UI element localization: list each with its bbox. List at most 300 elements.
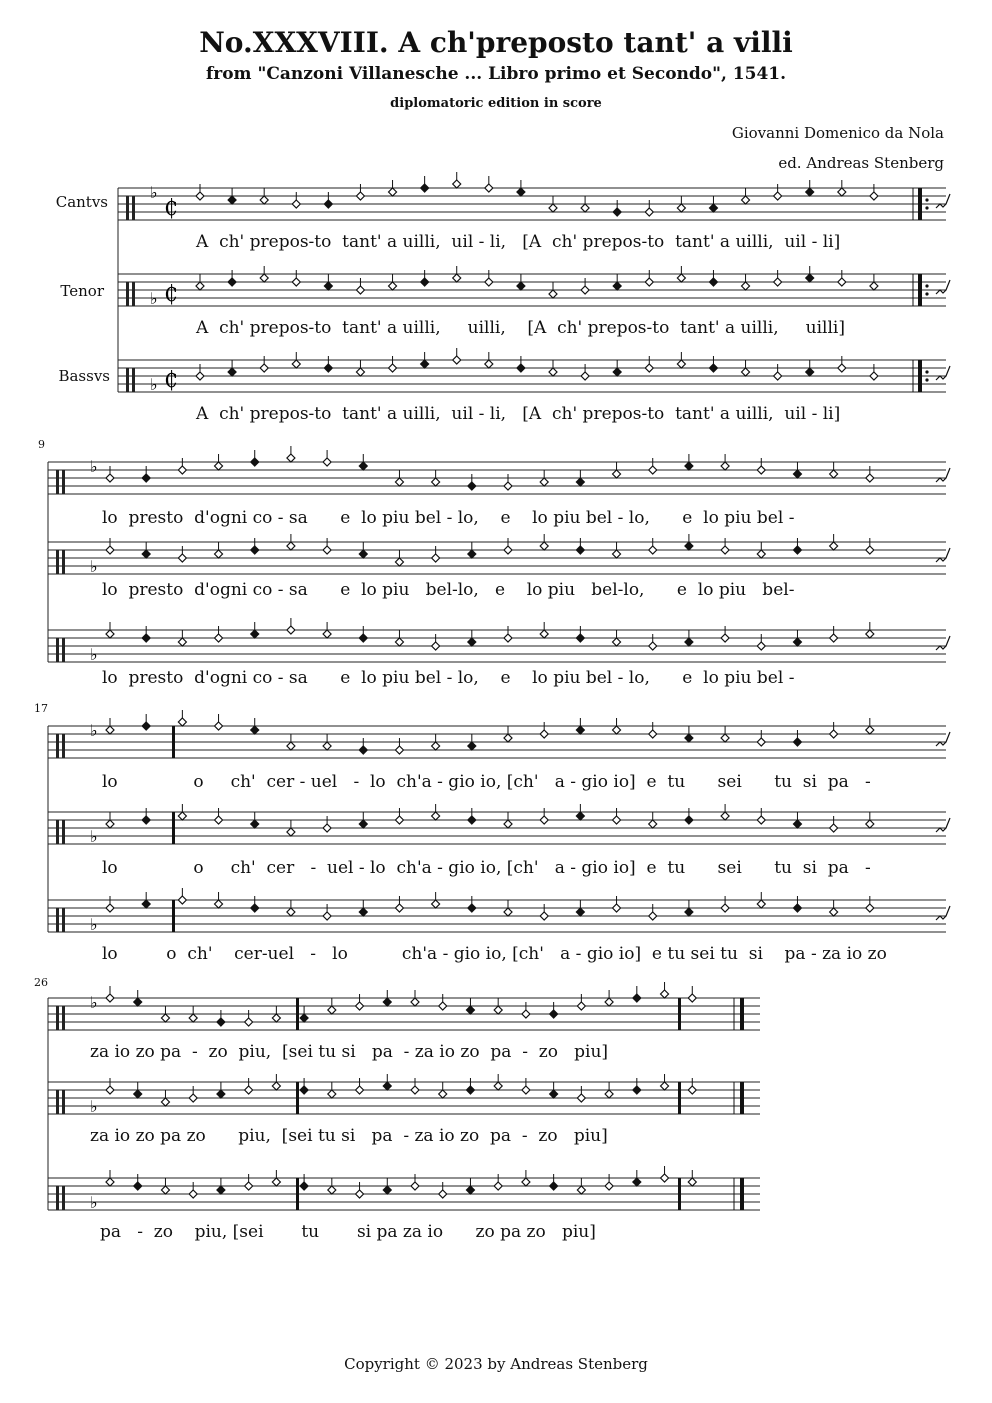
note-icon bbox=[356, 1002, 364, 1010]
note-icon bbox=[830, 730, 838, 738]
flat-icon: ♭ bbox=[90, 457, 98, 476]
note-icon bbox=[468, 550, 476, 558]
note-icon bbox=[576, 812, 584, 820]
note-icon bbox=[721, 546, 729, 554]
note-icon bbox=[485, 278, 493, 286]
note-icon bbox=[468, 482, 476, 490]
note-icon bbox=[287, 742, 295, 750]
score-title: No.XXXVIII. A ch'preposto tant' a villi bbox=[199, 26, 793, 59]
note-icon bbox=[830, 542, 838, 550]
note-icon bbox=[540, 630, 548, 638]
note-icon bbox=[323, 546, 331, 554]
repeat-dot bbox=[925, 378, 928, 381]
note-icon bbox=[793, 738, 801, 746]
note-icon bbox=[709, 204, 717, 212]
note-icon bbox=[866, 630, 874, 638]
note-icon bbox=[793, 820, 801, 828]
edition-note: diplomatoric edition in score bbox=[390, 96, 602, 111]
note-icon bbox=[649, 912, 657, 920]
note-icon bbox=[721, 812, 729, 820]
c-clef-icon bbox=[56, 1186, 59, 1210]
note-icon bbox=[251, 630, 259, 638]
note-icon bbox=[661, 1174, 669, 1182]
note-icon bbox=[605, 1182, 613, 1190]
note-icon bbox=[196, 192, 204, 200]
note-icon bbox=[292, 360, 300, 368]
note-icon bbox=[549, 368, 557, 376]
barline bbox=[296, 1178, 299, 1210]
note-icon bbox=[649, 820, 657, 828]
voice-label-cantus: Cantvs bbox=[55, 193, 108, 211]
barline bbox=[678, 998, 681, 1030]
note-icon bbox=[830, 908, 838, 916]
note-icon bbox=[576, 908, 584, 916]
note-icon bbox=[550, 1090, 558, 1098]
lyrics-tenor: za io zo pa zo piu, [sei tu si pa - za io zo pa - zo piu] bbox=[90, 1126, 608, 1146]
note-icon bbox=[251, 546, 259, 554]
final-barline bbox=[740, 1178, 744, 1210]
note-icon bbox=[383, 1082, 391, 1090]
note-icon bbox=[517, 282, 525, 290]
note-icon bbox=[661, 990, 669, 998]
lyrics-cantus: za io zo pa - zo piu, [sei tu si pa - za io zo pa - zo piu] bbox=[90, 1042, 609, 1062]
note-icon bbox=[494, 1182, 502, 1190]
note-icon bbox=[685, 734, 693, 742]
note-icon bbox=[324, 200, 332, 208]
note-icon bbox=[432, 554, 440, 562]
note-icon bbox=[359, 746, 367, 754]
note-icon bbox=[806, 368, 814, 376]
note-icon bbox=[328, 1006, 336, 1014]
note-icon bbox=[721, 634, 729, 642]
note-icon bbox=[504, 734, 512, 742]
flat-icon: ♭ bbox=[90, 557, 98, 576]
note-icon bbox=[645, 364, 653, 372]
note-icon bbox=[576, 634, 584, 642]
note-icon bbox=[757, 466, 765, 474]
note-icon bbox=[106, 904, 114, 912]
note-icon bbox=[245, 1086, 253, 1094]
note-icon bbox=[395, 816, 403, 824]
final-barline bbox=[740, 998, 744, 1030]
note-icon bbox=[395, 904, 403, 912]
note-icon bbox=[806, 274, 814, 282]
note-icon bbox=[838, 278, 846, 286]
barline bbox=[678, 1178, 681, 1210]
note-icon bbox=[685, 638, 693, 646]
c-clef-icon bbox=[62, 470, 65, 494]
flat-icon: ♭ bbox=[150, 183, 158, 202]
copyright: Copyright © 2023 by Andreas Stenberg bbox=[344, 1355, 648, 1373]
note-icon bbox=[300, 1182, 308, 1190]
note-icon bbox=[742, 196, 750, 204]
note-icon bbox=[576, 546, 584, 554]
repeat-dot bbox=[925, 284, 928, 287]
note-icon bbox=[228, 278, 236, 286]
barline bbox=[296, 998, 299, 1030]
note-icon bbox=[677, 274, 685, 282]
note-icon bbox=[549, 290, 557, 298]
c-clef-icon bbox=[126, 282, 129, 306]
note-icon bbox=[757, 738, 765, 746]
final-barline bbox=[740, 1082, 744, 1114]
note-icon bbox=[217, 1018, 225, 1026]
note-icon bbox=[649, 466, 657, 474]
note-icon bbox=[468, 816, 476, 824]
lyrics-bassus: A ch' prepos-to tant' a uilli, uil - li, [A ch' prepos-to tant' a uilli, uil - li] bbox=[196, 404, 841, 424]
lyrics-bassus: lo o ch' cer-uel - lo ch'a - gio io, [ch' a - gio io] e tu sei tu si pa - za io zo bbox=[102, 944, 887, 964]
note-icon bbox=[793, 638, 801, 646]
note-icon bbox=[581, 372, 589, 380]
note-icon bbox=[395, 638, 403, 646]
note-icon bbox=[356, 286, 364, 294]
note-icon bbox=[721, 462, 729, 470]
barline bbox=[172, 726, 175, 758]
note-icon bbox=[613, 726, 621, 734]
barline bbox=[172, 900, 175, 932]
note-icon bbox=[688, 994, 696, 1002]
note-icon bbox=[323, 824, 331, 832]
note-icon bbox=[774, 192, 782, 200]
barline bbox=[678, 1082, 681, 1114]
note-icon bbox=[134, 1182, 142, 1190]
flat-icon: ♭ bbox=[90, 1193, 98, 1212]
note-icon bbox=[260, 274, 268, 282]
note-icon bbox=[540, 478, 548, 486]
note-icon bbox=[866, 820, 874, 828]
note-icon bbox=[189, 1014, 197, 1022]
note-icon bbox=[468, 904, 476, 912]
note-icon bbox=[389, 188, 397, 196]
note-icon bbox=[661, 1082, 669, 1090]
c-clef-icon bbox=[62, 1186, 65, 1210]
flat-icon: ♭ bbox=[150, 375, 158, 394]
note-icon bbox=[260, 196, 268, 204]
note-icon bbox=[106, 726, 114, 734]
note-icon bbox=[645, 208, 653, 216]
repeat-barline bbox=[918, 188, 922, 220]
note-icon bbox=[395, 558, 403, 566]
note-icon bbox=[161, 1014, 169, 1022]
editor: ed. Andreas Stenberg bbox=[778, 154, 944, 172]
c-clef-icon bbox=[56, 638, 59, 662]
note-icon bbox=[709, 364, 717, 372]
c-clef-icon bbox=[62, 550, 65, 574]
note-icon bbox=[432, 812, 440, 820]
note-icon bbox=[272, 1014, 280, 1022]
note-icon bbox=[757, 816, 765, 824]
note-icon bbox=[142, 816, 150, 824]
note-icon bbox=[540, 730, 548, 738]
note-icon bbox=[494, 1006, 502, 1014]
note-icon bbox=[215, 634, 223, 642]
note-icon bbox=[215, 550, 223, 558]
lyrics-cantus: lo o ch' cer - uel - lo ch'a - gio io, [ch' a - gio io] e tu sei tu si pa - bbox=[102, 772, 871, 792]
note-icon bbox=[605, 1090, 613, 1098]
note-icon bbox=[287, 908, 295, 916]
note-icon bbox=[540, 542, 548, 550]
note-icon bbox=[504, 634, 512, 642]
note-icon bbox=[685, 542, 693, 550]
note-icon bbox=[866, 474, 874, 482]
note-icon bbox=[685, 462, 693, 470]
note-icon bbox=[323, 912, 331, 920]
c-clef-icon bbox=[56, 550, 59, 574]
note-icon bbox=[395, 478, 403, 486]
note-icon bbox=[395, 746, 403, 754]
note-icon bbox=[142, 900, 150, 908]
note-icon bbox=[649, 546, 657, 554]
repeat-barline bbox=[918, 274, 922, 306]
note-icon bbox=[178, 638, 186, 646]
note-icon bbox=[466, 1006, 474, 1014]
note-icon bbox=[504, 546, 512, 554]
note-icon bbox=[504, 820, 512, 828]
note-icon bbox=[485, 184, 493, 192]
note-icon bbox=[134, 1090, 142, 1098]
note-icon bbox=[106, 994, 114, 1002]
note-icon bbox=[215, 900, 223, 908]
note-icon bbox=[323, 458, 331, 466]
note-icon bbox=[287, 454, 295, 462]
note-icon bbox=[323, 742, 331, 750]
note-icon bbox=[830, 634, 838, 642]
note-icon bbox=[178, 718, 186, 726]
note-icon bbox=[793, 470, 801, 478]
note-icon bbox=[134, 998, 142, 1006]
note-icon bbox=[633, 994, 641, 1002]
c-clef-icon bbox=[56, 1090, 59, 1114]
note-icon bbox=[866, 546, 874, 554]
note-icon bbox=[466, 1186, 474, 1194]
flat-icon: ♭ bbox=[90, 1097, 98, 1116]
note-icon bbox=[613, 208, 621, 216]
note-icon bbox=[613, 282, 621, 290]
note-icon bbox=[356, 192, 364, 200]
note-icon bbox=[178, 466, 186, 474]
note-icon bbox=[217, 1090, 225, 1098]
note-icon bbox=[517, 364, 525, 372]
note-icon bbox=[581, 286, 589, 294]
note-icon bbox=[742, 282, 750, 290]
note-icon bbox=[540, 912, 548, 920]
flat-icon: ♭ bbox=[150, 289, 158, 308]
c-clef-icon bbox=[132, 368, 135, 392]
note-icon bbox=[677, 204, 685, 212]
note-icon bbox=[439, 1190, 447, 1198]
c-clef-icon bbox=[56, 1006, 59, 1030]
c-clef-icon bbox=[62, 734, 65, 758]
note-icon bbox=[870, 192, 878, 200]
note-icon bbox=[774, 278, 782, 286]
note-icon bbox=[613, 638, 621, 646]
note-icon bbox=[328, 1186, 336, 1194]
note-icon bbox=[468, 638, 476, 646]
note-icon bbox=[215, 722, 223, 730]
note-icon bbox=[757, 900, 765, 908]
time-signature-icon: ₵ bbox=[164, 196, 178, 221]
lyrics-tenor: A ch' prepos-to tant' a uilli, uilli, [A ch' prepos-to tant' a uilli, uilli] bbox=[196, 318, 845, 338]
lyrics-cantus: lo presto d'ogni co - sa e lo piu bel - lo, e lo piu bel - lo, e lo piu bel - bbox=[102, 508, 795, 528]
note-icon bbox=[323, 630, 331, 638]
note-icon bbox=[272, 1178, 280, 1186]
lyrics-bassus: pa - zo piu, [sei tu si pa za io zo pa zo piu] bbox=[100, 1222, 596, 1242]
c-clef-icon bbox=[62, 1006, 65, 1030]
note-icon bbox=[742, 368, 750, 376]
note-icon bbox=[178, 554, 186, 562]
measure-number: 17 bbox=[34, 702, 48, 715]
note-icon bbox=[453, 356, 461, 364]
note-icon bbox=[504, 482, 512, 490]
c-clef-icon bbox=[56, 470, 59, 494]
repeat-dot bbox=[925, 206, 928, 209]
c-clef-icon bbox=[132, 196, 135, 220]
note-icon bbox=[830, 824, 838, 832]
note-icon bbox=[613, 904, 621, 912]
note-icon bbox=[215, 462, 223, 470]
note-icon bbox=[389, 364, 397, 372]
note-icon bbox=[757, 642, 765, 650]
note-icon bbox=[439, 1002, 447, 1010]
voice-label-tenor: Tenor bbox=[60, 282, 104, 300]
note-icon bbox=[421, 360, 429, 368]
measure-number: 9 bbox=[38, 438, 45, 451]
score-subtitle: from "Canzoni Villanesche ... Libro primo et Secondo", 1541. bbox=[205, 64, 787, 84]
note-icon bbox=[161, 1098, 169, 1106]
time-signature-icon: ₵ bbox=[164, 368, 178, 393]
note-icon bbox=[359, 908, 367, 916]
note-icon bbox=[245, 1182, 253, 1190]
flat-icon: ♭ bbox=[90, 993, 98, 1012]
note-icon bbox=[359, 550, 367, 558]
note-icon bbox=[576, 478, 584, 486]
note-icon bbox=[287, 828, 295, 836]
note-icon bbox=[189, 1190, 197, 1198]
note-icon bbox=[577, 1094, 585, 1102]
note-icon bbox=[292, 200, 300, 208]
note-icon bbox=[292, 278, 300, 286]
flat-icon: ♭ bbox=[90, 915, 98, 934]
composer: Giovanni Domenico da Nola bbox=[731, 124, 944, 142]
note-icon bbox=[178, 896, 186, 904]
note-icon bbox=[328, 1090, 336, 1098]
note-icon bbox=[517, 188, 525, 196]
note-icon bbox=[838, 364, 846, 372]
note-icon bbox=[251, 820, 259, 828]
note-icon bbox=[613, 550, 621, 558]
note-icon bbox=[649, 730, 657, 738]
note-icon bbox=[106, 474, 114, 482]
note-icon bbox=[300, 1014, 308, 1022]
note-icon bbox=[421, 184, 429, 192]
note-icon bbox=[649, 642, 657, 650]
note-icon bbox=[613, 470, 621, 478]
note-icon bbox=[356, 1086, 364, 1094]
note-icon bbox=[142, 634, 150, 642]
note-icon bbox=[106, 820, 114, 828]
note-icon bbox=[468, 742, 476, 750]
voice-label-bassus: Bassvs bbox=[58, 367, 110, 385]
lyrics-bassus: lo presto d'ogni co - sa e lo piu bel - lo, e lo piu bel - lo, e lo piu bel - bbox=[102, 668, 795, 688]
note-icon bbox=[613, 368, 621, 376]
time-signature-icon: ₵ bbox=[164, 282, 178, 307]
lyrics-cantus: A ch' prepos-to tant' a uilli, uil - li, [A ch' prepos-to tant' a uilli, uil - li] bbox=[196, 232, 841, 252]
note-icon bbox=[260, 364, 268, 372]
note-icon bbox=[522, 1178, 530, 1186]
note-icon bbox=[324, 364, 332, 372]
note-icon bbox=[432, 478, 440, 486]
note-icon bbox=[774, 372, 782, 380]
note-icon bbox=[793, 904, 801, 912]
note-icon bbox=[633, 1178, 641, 1186]
c-clef-icon bbox=[62, 1090, 65, 1114]
barline bbox=[172, 812, 175, 844]
c-clef-icon bbox=[56, 908, 59, 932]
c-clef-icon bbox=[126, 368, 129, 392]
note-icon bbox=[245, 1018, 253, 1026]
note-icon bbox=[432, 742, 440, 750]
note-icon bbox=[688, 1178, 696, 1186]
note-icon bbox=[838, 188, 846, 196]
note-icon bbox=[356, 1190, 364, 1198]
lyrics-tenor: lo presto d'ogni co - sa e lo piu bel-lo, e lo piu bel-lo, e lo piu bel- bbox=[102, 580, 795, 600]
note-icon bbox=[272, 1082, 280, 1090]
note-icon bbox=[228, 368, 236, 376]
note-icon bbox=[721, 904, 729, 912]
note-icon bbox=[142, 550, 150, 558]
note-icon bbox=[870, 282, 878, 290]
repeat-dot bbox=[925, 370, 928, 373]
note-icon bbox=[359, 634, 367, 642]
note-icon bbox=[142, 474, 150, 482]
note-icon bbox=[685, 816, 693, 824]
note-icon bbox=[830, 470, 838, 478]
note-icon bbox=[215, 816, 223, 824]
note-icon bbox=[287, 626, 295, 634]
note-icon bbox=[383, 1186, 391, 1194]
note-icon bbox=[645, 278, 653, 286]
note-icon bbox=[287, 542, 295, 550]
note-icon bbox=[383, 998, 391, 1006]
note-icon bbox=[196, 282, 204, 290]
note-icon bbox=[550, 1182, 558, 1190]
note-icon bbox=[793, 546, 801, 554]
note-icon bbox=[504, 908, 512, 916]
note-icon bbox=[453, 180, 461, 188]
note-icon bbox=[806, 188, 814, 196]
c-clef-icon bbox=[132, 282, 135, 306]
note-icon bbox=[359, 820, 367, 828]
note-icon bbox=[178, 812, 186, 820]
barline bbox=[296, 1082, 299, 1114]
note-icon bbox=[217, 1186, 225, 1194]
note-icon bbox=[359, 462, 367, 470]
note-icon bbox=[106, 546, 114, 554]
c-clef-icon bbox=[126, 196, 129, 220]
measure-number: 26 bbox=[34, 976, 48, 989]
note-icon bbox=[688, 1086, 696, 1094]
note-icon bbox=[251, 726, 259, 734]
note-icon bbox=[581, 204, 589, 212]
note-icon bbox=[757, 550, 765, 558]
flat-icon: ♭ bbox=[90, 645, 98, 664]
note-icon bbox=[421, 278, 429, 286]
note-icon bbox=[466, 1086, 474, 1094]
note-icon bbox=[411, 1086, 419, 1094]
note-icon bbox=[577, 1186, 585, 1194]
note-icon bbox=[324, 282, 332, 290]
note-icon bbox=[453, 274, 461, 282]
